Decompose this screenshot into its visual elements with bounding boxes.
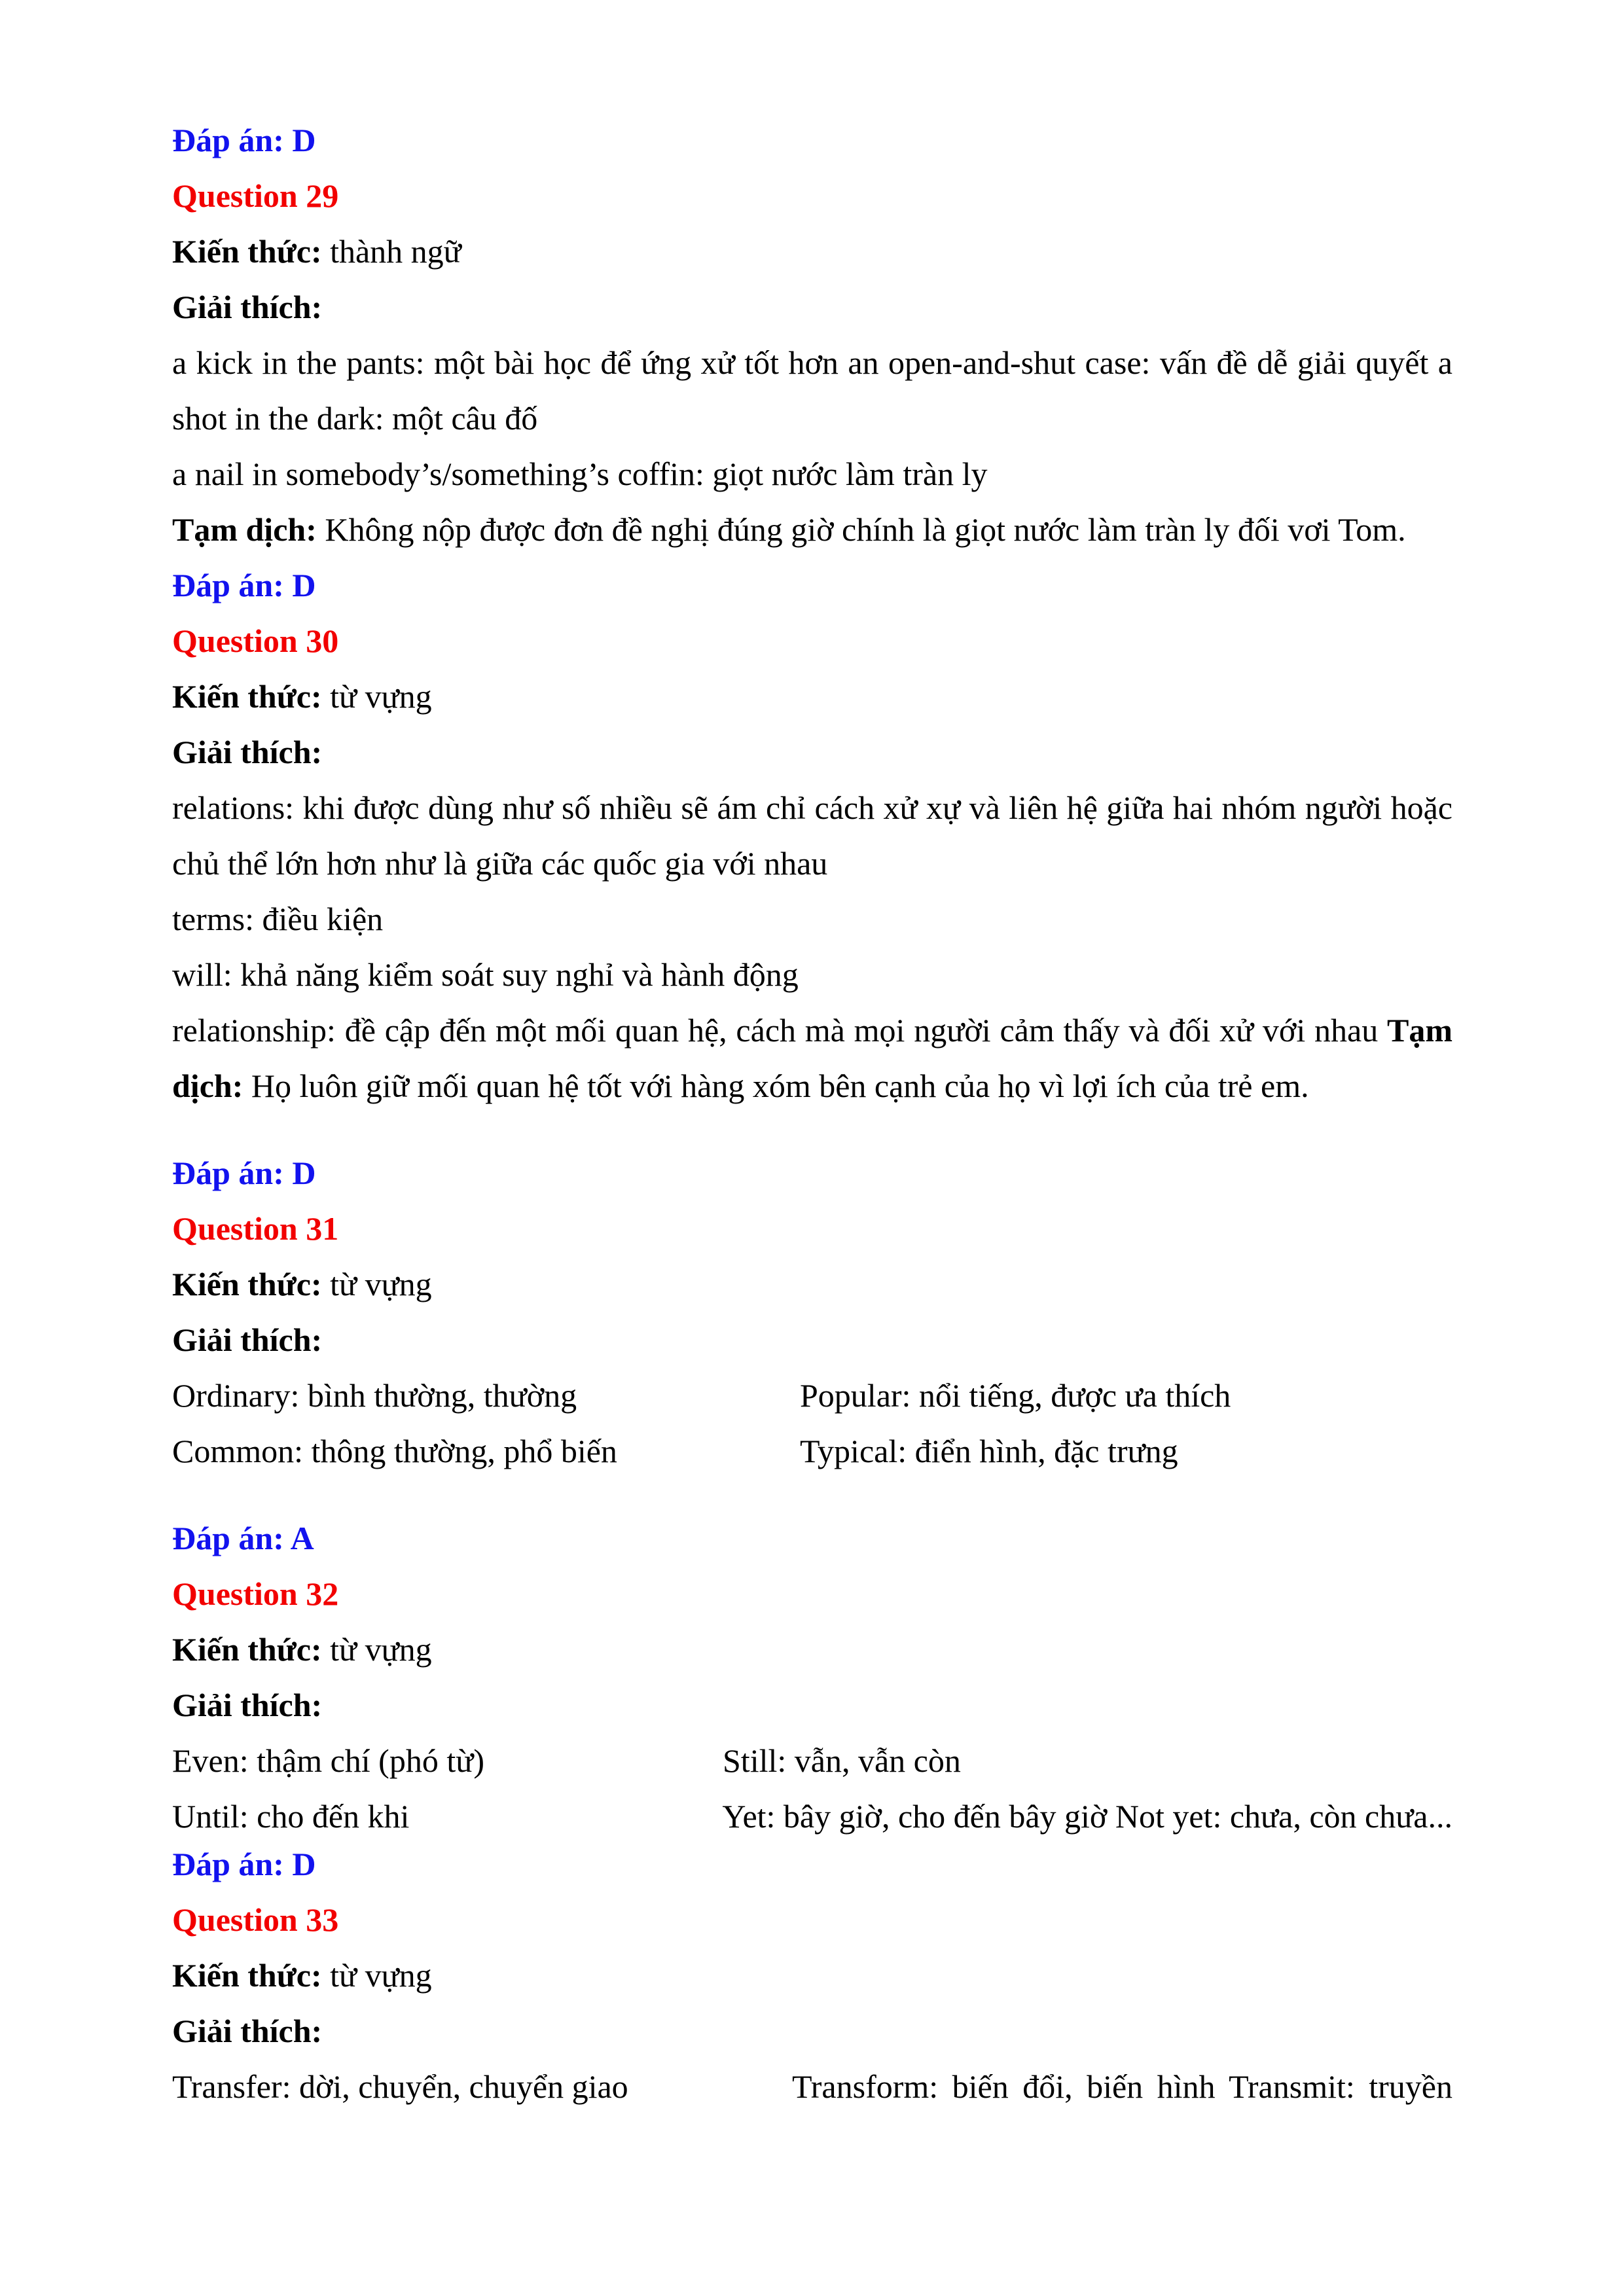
body-line: [172, 335, 1453, 391]
question-heading: [172, 1201, 1453, 1257]
text-run: Giải thích:: [172, 734, 323, 770]
question-heading: [172, 1892, 1453, 1948]
text-run: a kick in the pants: một bài học để ứng xử tốt hơn an open-and-shut case: vấn đề dễ giải quyết a: [172, 344, 1453, 381]
body-line: [172, 224, 1453, 279]
text-run: Không nộp được đơn đề nghị đúng giờ chính là giọt nước làm tràn ly đối vơi Tom.: [325, 511, 1406, 548]
vocab-column-2: [723, 1733, 1453, 1789]
text-run: Still: vẫn, vẫn còn: [723, 1742, 961, 1779]
text-run: Transform: biến đổi, biến hình Transmit: truyền: [792, 2068, 1453, 2105]
body-line: [172, 1677, 1453, 1733]
question-heading: [172, 1566, 1453, 1622]
text-run: Common: thông thường, phổ biến: [172, 1433, 617, 1469]
text-run: Even: thậm chí (phó từ): [172, 1742, 484, 1779]
body-line: [172, 780, 1453, 836]
body-line: [172, 1312, 1453, 1368]
text-run: Đáp án: A: [172, 1520, 314, 1556]
body-line: [172, 2003, 1453, 2059]
answer-line: [172, 1145, 1453, 1201]
question-heading: [172, 613, 1453, 669]
vocab-column-2: [800, 1368, 1453, 1424]
text-run: Kiến thức:: [172, 1957, 331, 1994]
answer-line: [172, 1511, 1453, 1566]
text-run: Popular: nổi tiếng, được ưa thích: [800, 1377, 1231, 1414]
body-line: [172, 1058, 1453, 1114]
text-run: Họ luôn giữ mối quan hệ tốt với hàng xóm bên cạnh của họ vì lợi ích của trẻ em.: [251, 1067, 1309, 1104]
body-line: [172, 502, 1453, 558]
vocab-column-2: [800, 1424, 1453, 1479]
text-run: Question 29: [172, 177, 339, 214]
text-run: Until: cho đến khi: [172, 1798, 410, 1835]
text-run: Giải thích:: [172, 289, 323, 325]
body-line: [172, 1003, 1453, 1058]
text-run: Question 30: [172, 622, 339, 659]
body-line: [172, 391, 1453, 446]
text-run: Question 32: [172, 1575, 339, 1612]
text-run: dịch:: [172, 1067, 251, 1104]
body-line: [172, 279, 1453, 335]
vocab-column-1: [172, 2059, 792, 2115]
vocab-row: [172, 1368, 1453, 1424]
text-run: Transfer: dời, chuyển, chuyển giao: [172, 2068, 628, 2105]
vocab-column-2: [722, 1789, 1453, 1844]
vocab-column-2: [792, 2059, 1453, 2115]
vocab-row: [172, 1789, 1453, 1844]
text-run: Đáp án: D: [172, 122, 316, 158]
body-line: [172, 1622, 1453, 1677]
body-line: [172, 947, 1453, 1003]
text-run: từ vựng: [330, 1266, 432, 1302]
text-run: Tạm dịch:: [172, 511, 325, 548]
text-run: relations: khi được dùng như số nhiều sẽ ám chỉ cách xử xự và liên hệ giữa hai nhóm người hoặc: [172, 789, 1453, 826]
vocab-column-1: [172, 1424, 800, 1479]
text-run: chủ thể lớn hơn như là giữa các quốc gia với nhau: [172, 845, 828, 882]
text-run: Typical: điển hình, đặc trưng: [800, 1433, 1178, 1469]
answer-line: [172, 558, 1453, 613]
text-run: từ vựng: [330, 678, 432, 715]
text-run: Yet: bây giờ, cho đến bây giờ Not yet: chưa, còn chưa...: [722, 1798, 1453, 1835]
text-run: Tạm: [1387, 1012, 1453, 1049]
text-run: Giải thích:: [172, 1321, 323, 1358]
text-run: a nail in somebody’s/something’s coffin: giọt nước làm tràn ly: [172, 456, 988, 492]
text-run: terms: điều kiện: [172, 901, 384, 937]
body-line: [172, 1948, 1453, 2003]
vocab-column-1: [172, 1733, 723, 1789]
text-run: thành ngữ: [330, 233, 461, 270]
text-run: Ordinary: bình thường, thường: [172, 1377, 577, 1414]
text-run: từ vựng: [330, 1631, 432, 1668]
vocab-column-1: [172, 1368, 800, 1424]
text-run: Kiến thức:: [172, 1266, 331, 1302]
text-run: Kiến thức:: [172, 678, 331, 715]
text-run: shot in the dark: một câu đố: [172, 400, 538, 437]
text-run: Kiến thức:: [172, 1631, 331, 1668]
vocab-row: [172, 1424, 1453, 1479]
vocab-row: [172, 1733, 1453, 1789]
text-run: Đáp án: D: [172, 567, 316, 603]
text-run: Question 33: [172, 1901, 339, 1938]
text-run: Kiến thức:: [172, 233, 331, 270]
body-line: [172, 836, 1453, 891]
text-run: Đáp án: D: [172, 1155, 316, 1191]
body-line: [172, 669, 1453, 725]
answer-line: [172, 1837, 1453, 1892]
text-run: Giải thích:: [172, 2013, 323, 2049]
document-body: [172, 113, 1453, 2115]
answer-line: [172, 113, 1453, 168]
text-run: will: khả năng kiểm soát suy nghỉ và hành động: [172, 956, 799, 993]
body-line: [172, 446, 1453, 502]
vocab-row: [172, 2059, 1453, 2115]
text-run: Giải thích:: [172, 1687, 323, 1723]
body-line: [172, 725, 1453, 780]
text-run: Question 31: [172, 1210, 339, 1247]
text-run: từ vựng: [330, 1957, 432, 1994]
body-line: [172, 1257, 1453, 1312]
text-run: Đáp án: D: [172, 1846, 316, 1882]
body-line: [172, 891, 1453, 947]
text-run: relationship: đề cập đến một mối quan hệ, cách mà mọi người cảm thấy và đối xử với nhau: [172, 1012, 1387, 1049]
question-heading: [172, 168, 1453, 224]
